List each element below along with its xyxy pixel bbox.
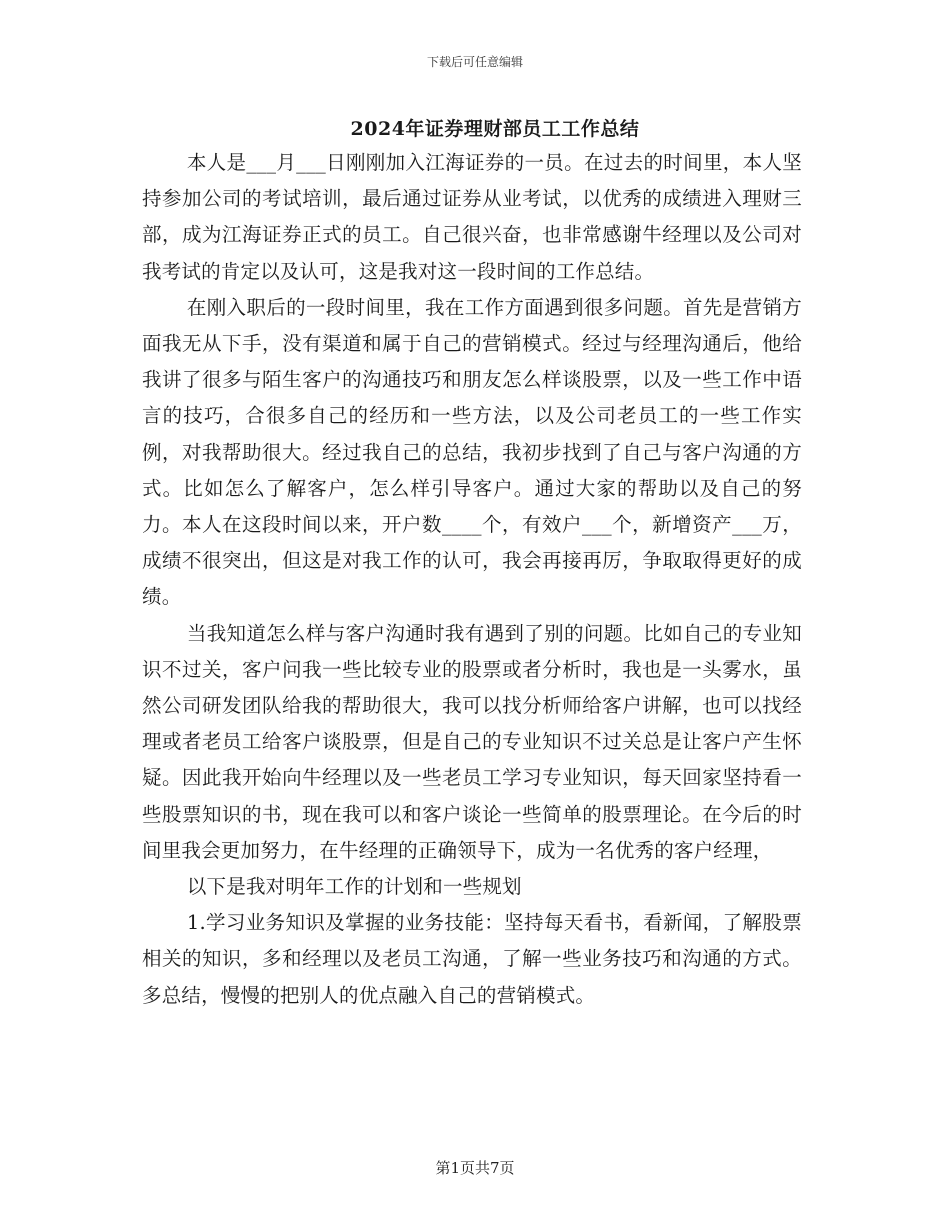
paragraph-2: 在刚入职后的一段时间里，我在工作方面遇到很多问题。首先是营销方面我无从下手，没有渠道和属于自己的营销模式。经过与经理沟通后，他给我讲了很多与陌生客户的沟通技巧和朋友怎么样谈股票，以及一些工作中语言的技巧，合很多自己的经历和一些方法，以及公司老员工的一些工作实例，对我帮助很大。经过我自己的总结，我初步找到了自己与客户沟通的方式。比如怎么了解客户，怎么样引导客户。通过大家的帮助以及自己的努力。本人在这段时间以来，开户数____个，有效户___个，新增资产___万，成绩不很突出，但这是对我工作的认可，我会再接再厉，争取取得更好的成绩。 <box>142 295 802 609</box>
paragraph-1: 本人是___月___日刚刚加入江海证券的一员。在过去的时间里，本人坚持参加公司的考试培训，最后通过证券从业考试，以优秀的成绩进入理财三部，成为江海证券正式的员工。自己很兴奋，也非常感谢牛经理以及公司对我考试的肯定以及认可，这是我对这一段时间的工作总结。 <box>142 151 802 283</box>
page-footer: 第1页共7页 <box>435 1159 515 1177</box>
document-body <box>142 145 802 1014</box>
paragraph-4: 以下是我对明年工作的计划和一些规划 <box>186 875 522 899</box>
paragraph-3: 当我知道怎么样与客户沟通时我有遇到了别的问题。比如自己的专业知识不过关，客户问我一些比较专业的股票或者分析时，我也是一头雾水，虽然公司研发团队给我的帮助很大，我可以找分析师给客户讲解，也可以找经理或者老员工给客户谈股票，但是自己的专业知识不过关总是让客户产生怀疑。因此我开始向牛经理以及一些老员工学习专业知识，每天回家坚持看一些股票知识的书，现在我可以和客户谈论一些简单的股票理论。在今后的时间里我会更加努力，在牛经理的正确领导下，成为一名优秀的客户经理， <box>142 621 802 862</box>
paragraph-5: 1.学习业务知识及掌握的业务技能：坚持每天看书，看新闻，了解股票相关的知识，多和经理以及老员工沟通，了解一些业务技巧和沟通的方式。多总结，慢慢的把别人的优点融入自己的营销模式。 <box>142 911 802 1007</box>
header-note: 下载后可任意编辑 <box>426 55 523 69</box>
document-title: 2024年证券理财部员工工作总结 <box>350 118 640 140</box>
